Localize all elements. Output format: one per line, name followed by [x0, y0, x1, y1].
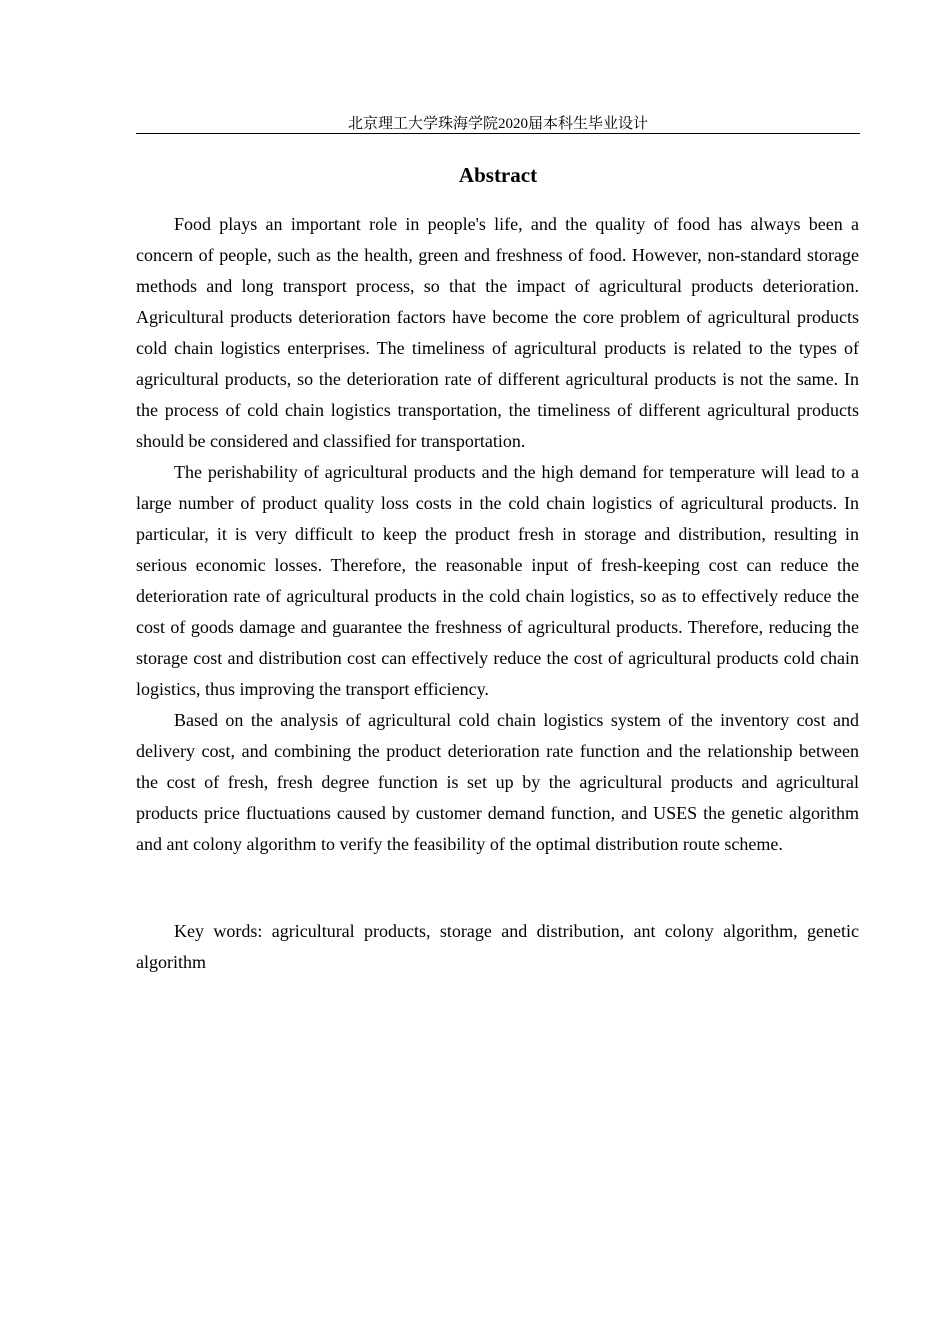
- abstract-paragraph-1: Food plays an important role in people's life, and the quality of food has always been a concern of people, such as the health, green and freshness of food. However, non-standard storage methods and long transport process, so that the impact of agricultural products deterioration. Agricultural products deterioration factors have become the core problem of agricultural products cold chain logistics enterprises. The timeliness of agricultural products is related to the types of agricultural products, so the deterioration rate of different agricultural products is not the same. In the process of cold chain logistics transportation, the timeliness of different agricultural products should be considered and classified for transportation.: [136, 214, 859, 451]
- header-rule: [136, 133, 860, 134]
- keywords: Key words: agricultural products, storage and distribution, ant colony algorithm, genetic algorithm: [136, 921, 859, 972]
- abstract-paragraph-2: The perishability of agricultural products and the high demand for temperature will lead to a large number of product quality loss costs in the cold chain logistics of agricultural products. In particular, it is very difficult to keep the product fresh in storage and distribution, resulting in serious economic losses. Therefore, the reasonable input of fresh-keeping cost can reduce the deterioration rate of agricultural products in the cold chain logistics, so as to effectively reduce the cost of goods damage and guarantee the freshness of agricultural products. Therefore, reducing the storage cost and distribution cost can effectively reduce the cost of agricultural products cold chain logistics, thus improving the transport efficiency.: [136, 462, 859, 699]
- abstract-title: Abstract: [458, 163, 538, 187]
- abstract-body: [136, 209, 859, 860]
- abstract-paragraph-3: Based on the analysis of agricultural cold chain logistics system of the inventory cost and delivery cost, and combining the product deterioration rate function and the relationship between the cost of fresh, fresh degree function is set up by the agricultural products and agricultural products price fluctuations caused by customer demand function, and USES the genetic algorithm and ant colony algorithm to verify the feasibility of the optimal distribution route scheme.: [136, 710, 859, 854]
- running-header: 北京理工大学珠海学院2020届本科生毕业设计: [347, 116, 648, 132]
